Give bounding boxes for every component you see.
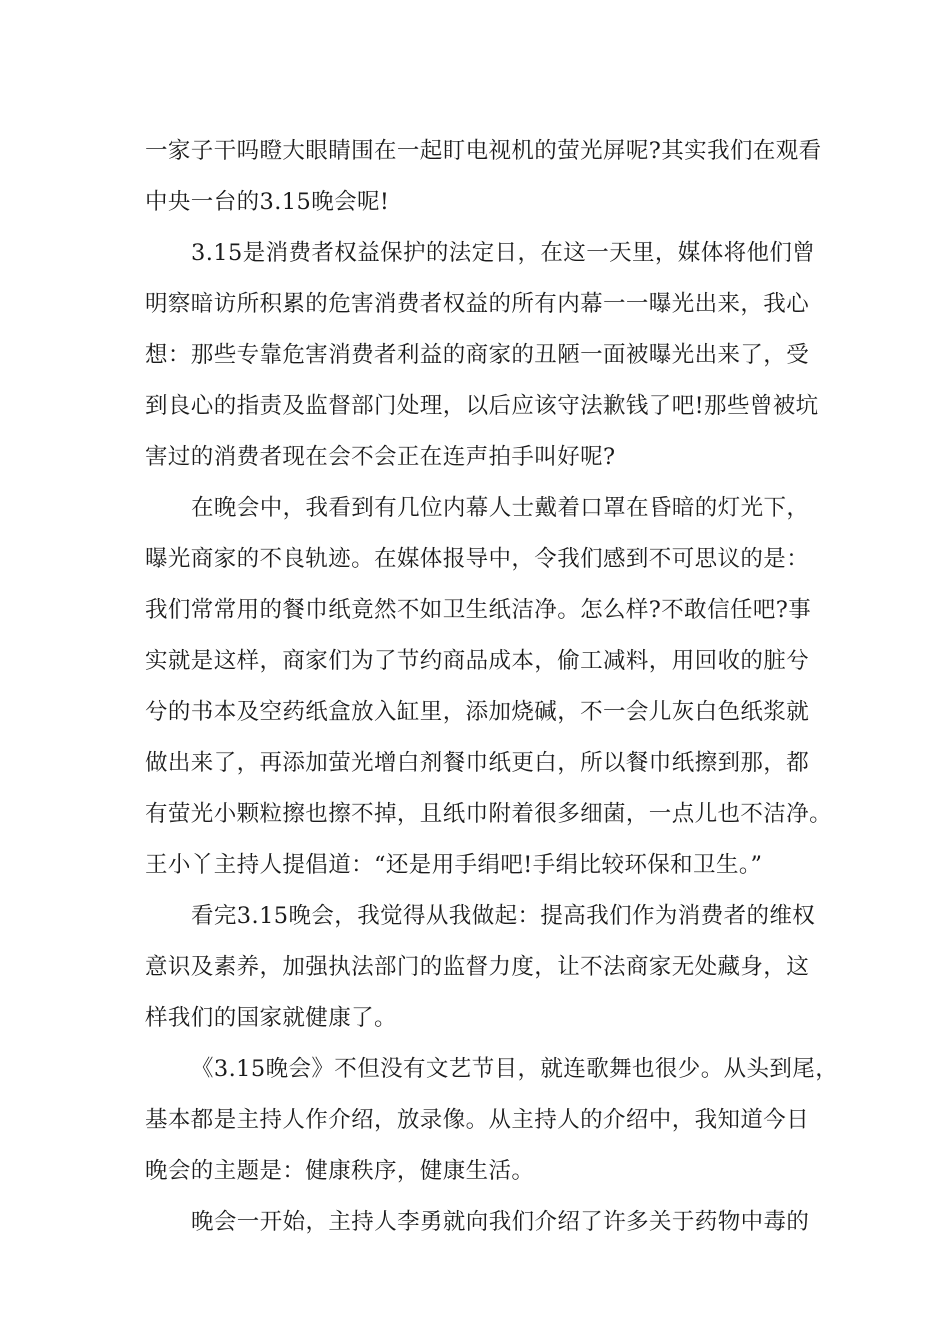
paragraph-first-line: 晚会一开始，主持人李勇就向我们介绍了许多关于药物中毒的 [191,1209,810,1235]
text-line: 中央一台的3.15晚会呢! [145,189,390,215]
text-line: 曝光商家的不良轨迹。在媒体报导中，令我们感到不可思议的是： [145,546,810,572]
text-line: 基本都是主持人作介绍，放录像。从主持人的介绍中，我知道今日 [145,1107,810,1133]
text-line: 意识及素养，加强执法部门的监督力度，让不法商家无处藏身，这 [145,954,810,980]
paragraph-first-line: 3.15是消费者权益保护的法定日，在这一天里，媒体将他们曾 [191,240,816,266]
paragraph-first-line: 在晚会中，我看到有几位内幕人士戴着口罩在昏暗的灯光下， [191,495,810,521]
text-line: 我们常常用的餐巾纸竟然不如卫生纸洁净。怎么样?不敢信任吧?事 [145,597,812,623]
text-line: 一家子干吗瞪大眼睛围在一起盯电视机的萤光屏呢?其实我们在观看 [145,138,822,164]
text-line: 王小丫主持人提倡道：“还是用手绢吧!手绢比较环保和卫生。” [145,852,763,878]
text-line: 明察暗访所积累的危害消费者权益的所有内幕一一曝光出来，我心 [145,291,810,317]
paragraph-first-line: 看完3.15晚会，我觉得从我做起：提高我们作为消费者的维权 [191,903,816,929]
text-line: 实就是这样，商家们为了节约商品成本，偷工减料，用回收的脏兮 [145,648,810,674]
text-line: 害过的消费者现在会不会正在连声拍手叫好呢? [145,444,616,470]
text-line: 兮的书本及空药纸盒放入缸里，添加烧碱，不一会儿灰白色纸浆就 [145,699,810,725]
paragraph-first-line: 《3.15晚会》不但没有文艺节目，就连歌舞也很少。从头到尾， [191,1056,839,1082]
text-line: 到良心的指责及监督部门处理，以后应该守法歉钱了吧!那些曾被坑 [145,393,819,419]
body-text [145,126,839,1248]
text-line: 有萤光小颗粒擦也擦不掉，且纸巾附着很多细菌，一点儿也不洁净。 [145,801,833,827]
text-line: 想：那些专靠危害消费者利益的商家的丑陋一面被曝光出来了，受 [145,342,810,368]
text-line: 晚会的主题是：健康秩序，健康生活。 [145,1158,535,1184]
text-line: 做出来了，再添加萤光增白剂餐巾纸更白，所以餐巾纸擦到那，都 [145,750,810,776]
text-line: 样我们的国家就健康了。 [145,1005,397,1031]
